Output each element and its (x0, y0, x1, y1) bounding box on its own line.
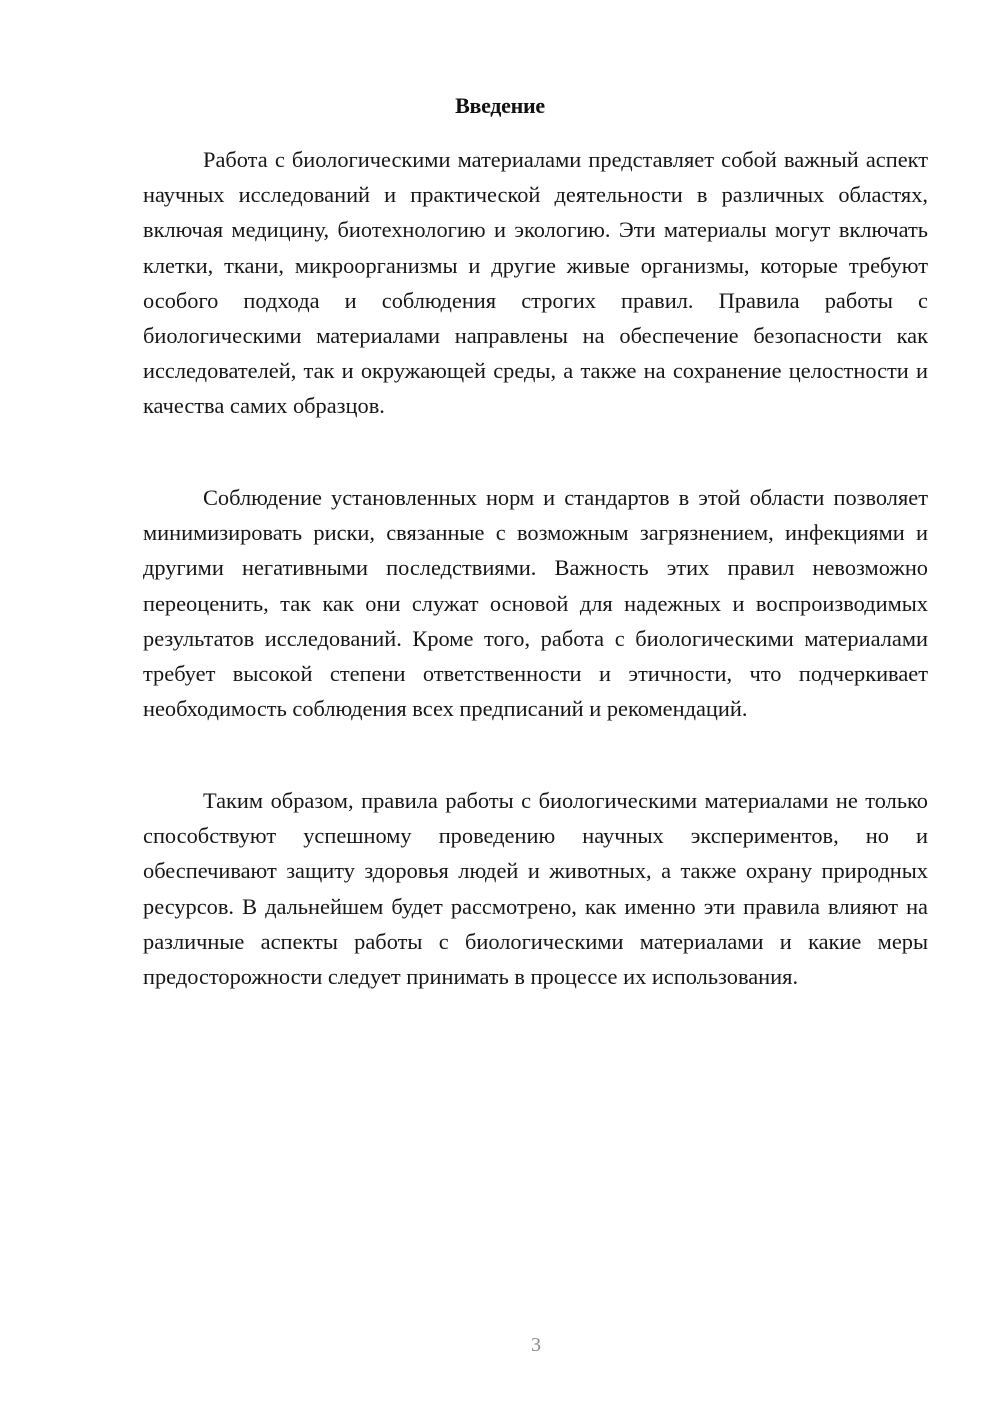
page-number: 3 (531, 1334, 541, 1356)
paragraph: Соблюдение установленных норм и стандартов в этой области позволяет минимизировать риски, связанные с возможным загрязнением, инфекциями и другими негативными последствиями. Важность этих правил невозможно переоценить, так как они служат основой для надежных и воспроизводимых результатов исследований. Кроме того, работа с биологическими материалами требует высокой степени ответственности и этичности, что подчеркивает необходимость соблюдения всех предписаний и рекомендаций. (143, 485, 928, 722)
paragraph: Таким образом, правила работы с биологическими материалами не только способствуют успешному проведению научных экспериментов, но и обеспечивают защиту здоровья людей и животных, а также охрану природных ресурсов. В дальнейшем будет рассмотрено, как именно эти правила влияют на различные аспекты работы с биологическими материалами и какие меры предосторожности следует принимать в процессе их использования. (143, 788, 928, 990)
paragraph-1-container (143, 142, 928, 424)
section-heading: Введение (455, 93, 545, 118)
paragraph: Работа с биологическими материалами представляет собой важный аспект научных исследований и практической деятельности в различных областях, включая медицину, биотехнологию и экологию. Эти материалы могут включать клетки, ткани, микроорганизмы и другие живые организмы, которые требуют особого подхода и соблюдения строгих правил. Правила работы с биологическими материалами направлены на обеспечение безопасности как исследователей, так и окружающей среды, а также на сохранение целостности и качества самих образцов. (143, 147, 928, 419)
paragraph-2-container (143, 480, 928, 726)
paragraph-3-container (143, 783, 928, 994)
